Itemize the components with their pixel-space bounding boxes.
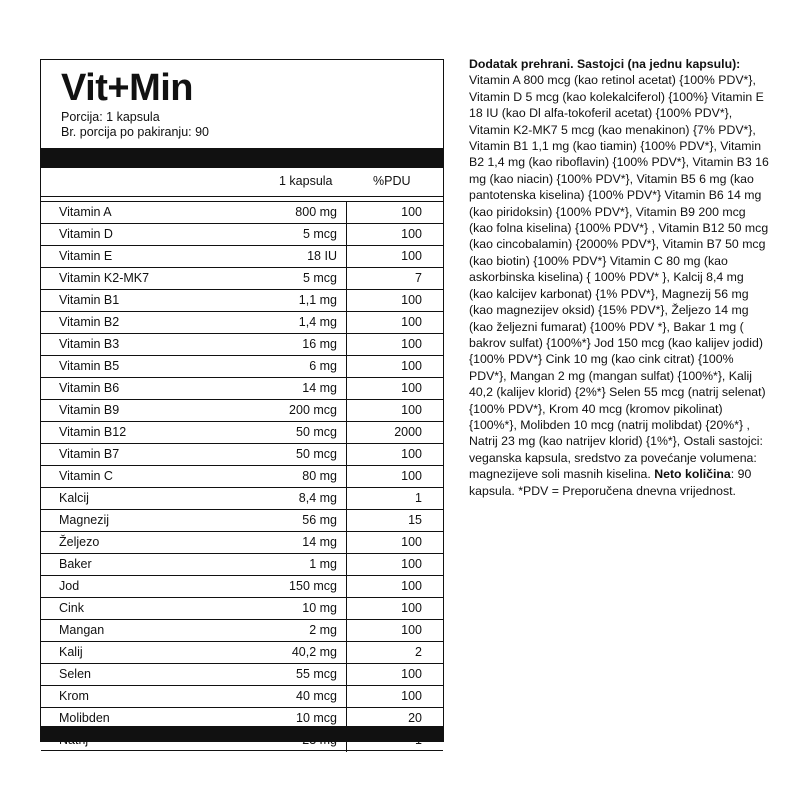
nutrient-name: Vitamin E [59,249,113,263]
nutrient-name: Cink [59,601,85,615]
nutrient-name: Vitamin B2 [59,315,120,329]
nutrient-pdu: 100 [401,689,422,703]
top-black-bar [41,148,443,168]
nutrient-amount: 5 mcg [302,271,337,285]
ingredients-heading: Dodatak prehrani. Sastojci (na jednu kapsulu): [469,57,741,71]
table-row [41,575,443,597]
table-row [41,685,443,707]
nutrient-amount: 18 IU [307,249,337,263]
nutrient-pdu: 20 [408,711,422,725]
nutrient-name: Vitamin B1 [59,293,120,307]
nutrient-pdu: 100 [401,447,422,461]
nutrient-pdu: 100 [401,535,422,549]
nutrient-name: Željezo [59,535,100,549]
nutrient-pdu: 2 [415,645,422,659]
table-row [41,289,443,311]
nutrient-name: Vitamin C [59,469,113,483]
nutrient-amount: 1 mg [309,557,337,571]
table-row [41,267,443,289]
table-row [41,553,443,575]
nutrient-amount: 56 mg [302,513,337,527]
nutrient-pdu: 1 [415,491,422,505]
nutrient-name: Vitamin B7 [59,447,120,461]
nutrient-pdu: 100 [401,623,422,637]
nutrient-pdu: 2000 [394,425,422,439]
nutrient-name: Vitamin B12 [59,425,127,439]
nutrient-pdu: 100 [401,469,422,483]
nutrient-amount: 2 mg [309,623,337,637]
nutrient-amount: 14 mg [302,535,337,549]
nutrient-pdu: 7 [415,271,422,285]
nutrition-label [40,59,444,742]
nutrient-pdu: 100 [401,667,422,681]
nutrient-amount: 10 mg [302,601,337,615]
nutrient-name: Selen [59,667,91,681]
table-row [41,223,443,245]
nutrient-amount: 150 mcg [289,579,337,593]
header-divider [41,196,443,197]
product-title: Vit+Min [61,67,193,109]
column-header-pdu: %PDU [373,174,411,188]
table-row [41,421,443,443]
nutrient-amount: 40,2 mg [291,645,337,659]
table-row [41,245,443,267]
nutrient-name: Baker [59,557,92,571]
table-row [41,531,443,553]
nutrient-pdu: 100 [401,315,422,329]
table-row [41,443,443,465]
nutrient-pdu: 100 [401,337,422,351]
nutrient-amount: 50 mcg [296,425,337,439]
ingredients-body: Vitamin A 800 mcg (kao retinol acetat) {100% PDV*}, Vitamin D 5 mcg (kao kolekalciferol) {100%} Vitamin E 18 IU (kao Dl alfa-tokoferil acetat) {100% PDV*}, Vitamin K2-MK7 5 mcg (kao menakinon) {7% PDV*}, Vitamin B1 1,1 mg (kao tiamin) {100% PDV*}, Vitamin B2 1,4 mg (kao riboflavin) {100% PDV*}, Vitamin B3 16 mg (kao niacin) {100% PDV*}, Vitamin B5 6 mg (kao pantotenska kiselina) {100% PDV*} Vitamin B6 14 mg (kao piridoksin) {100% PDV*}, Vitamin B9 200 mcg (kao folna kiselina) {100% PDV*} , Vitamin B12 50 mcg (kao cincobalamin) {2000% PDV*}, Vitamin B7 50 mcg (kao biotin) {100% PDV*} Vitamin C 80 mg (kao askorbinska kiselina) { 100% PDV* }, Kalcij 8,4 mg (kao kalcijev karbonat) {1% PDV*}, Magnezij 56 mg (kao magnezijev oksid) {15% PDV*}, Željezo 14 mg (kao željezni fumarat) {100% PDV *}, Bakar 1 mg ( bakrov sulfat) {100%*} Jod 150 mcg (kao kalijev jodid) {100% PDV*} Cink 10 mg (kao cink citrat) {100% PDV*}, Mangan 2 mg (mangan sulfat) {100%*}, Kalij 40,2 (kalijev klorid) {2%*} Selen 55 mcg (natrij selenat) {100% PDV*}, Krom 40 mcg (kromov pikolinat) {100%*}, Molibden 10 mcg (natrij molibdat) {20%*} , Natrij 23 mg (kao natrijev klorid) {1%*}, Ostali sastojci: veganska kapsula, sredstvo za povećanje volumena: magnezijeve soli masnih kiselina. [469,73,769,482]
nutrient-name: Vitamin A [59,205,112,219]
nutrient-amount: 6 mg [309,359,337,373]
column-header-amount: 1 kapsula [279,174,333,188]
nutrient-pdu: 100 [401,293,422,307]
nutrient-pdu: 100 [401,381,422,395]
nutrient-name: Jod [59,579,80,593]
nutrient-name: Kalij [59,645,83,659]
table-row [41,509,443,531]
table-row [41,487,443,509]
table-row [41,377,443,399]
nutrient-pdu: 100 [401,359,422,373]
nutrient-name: Vitamin B3 [59,337,120,351]
serving-size: Porcija: 1 kapsula [61,110,160,124]
nutrient-name: Krom [59,689,89,703]
table-row [41,333,443,355]
nutrient-amount: 1,4 mg [298,315,337,329]
nutrient-amount: 200 mcg [289,403,337,417]
table-row [41,201,443,223]
nutrient-amount: 1,1 mg [298,293,337,307]
nutrient-amount: 10 mcg [296,711,337,725]
nutrient-name: Vitamin B6 [59,381,120,395]
net-quantity-label: Neto količina [654,467,731,482]
nutrient-amount: 5 mcg [302,227,337,241]
nutrient-name: Vitamin B5 [59,359,120,373]
net-quantity-value: : 90 kapsula. *PDV = Preporučena dnevna vrijednost. [469,467,752,498]
nutrient-pdu: 100 [401,227,422,241]
nutrient-amount: 16 mg [302,337,337,351]
table-row [41,597,443,619]
nutrient-name: Molibden [59,711,110,725]
ingredients-text [469,56,769,499]
nutrient-name: Vitamin B9 [59,403,120,417]
nutrient-amount: 8,4 mg [298,491,337,505]
nutrient-name: Vitamin D [59,227,113,241]
table-row [41,619,443,641]
nutrient-amount: 50 mcg [296,447,337,461]
nutrient-pdu: 100 [401,205,422,219]
nutrient-name: Magnezij [59,513,110,527]
nutrient-pdu: 100 [401,601,422,615]
table-row [41,641,443,663]
nutrient-amount: 55 mcg [296,667,337,681]
nutrient-amount: 14 mg [302,381,337,395]
nutrient-pdu: 100 [401,579,422,593]
nutrient-pdu: 100 [401,249,422,263]
table-row [41,465,443,487]
table-row [41,663,443,685]
table-row [41,311,443,333]
table-row [41,399,443,421]
table-row [41,355,443,377]
nutrient-pdu: 15 [408,513,422,527]
nutrient-name: Mangan [59,623,105,637]
nutrient-amount: 80 mg [302,469,337,483]
nutrient-amount: 800 mg [295,205,337,219]
nutrient-pdu: 100 [401,403,422,417]
nutrient-amount: 40 mcg [296,689,337,703]
nutrient-table [41,201,443,751]
bottom-black-bar [41,726,443,741]
nutrient-pdu: 100 [401,557,422,571]
servings-per-package: Br. porcija po pakiranju: 90 [61,125,210,139]
nutrient-name: Kalcij [59,491,89,505]
nutrient-name: Vitamin K2-MK7 [59,271,150,285]
